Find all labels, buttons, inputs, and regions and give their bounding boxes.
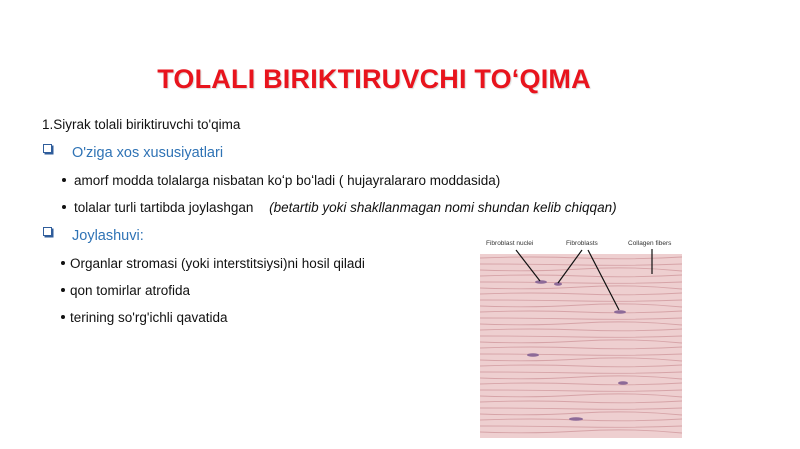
fibroblast-nucleus [527,353,539,357]
label-collagen-fibers: Collagen fibers [628,240,672,247]
bullet-dot-icon [61,261,65,265]
features-heading: O'ziga xos xususiyatlari [72,145,224,161]
feature-item [74,200,617,215]
fibroblast-nucleus [535,280,547,284]
connective-tissue-figure [476,234,686,440]
label-fibroblast-nuclei: Fibroblast nuclei [486,240,534,247]
bullet-dot-icon [62,178,66,182]
location-item: qon tomirlar atrofida [70,283,191,298]
checkbox-bullet-icon [43,144,52,153]
location-heading: Joylashuvi: [72,228,144,244]
section-heading: 1.Siyrak tolali biriktiruvchi to'qima [42,117,241,132]
checkbox-bullet-icon [43,227,52,236]
fibroblast-nucleus [614,310,626,314]
feature-item: amorf modda tolalarga nisbatan koʻp boʻladi ( hujayralararo moddasida) [74,173,501,188]
location-item: terining so'rg'ichli qavatida [70,310,228,325]
bullet-dot-icon [61,288,65,292]
bullet-dot-icon [61,315,65,319]
feature-item-text: tolalar turli tartibda joylashgan [74,200,254,215]
bullet-dot-icon [62,205,66,209]
label-fibroblasts: Fibroblasts [566,240,598,247]
feature-item-note: (betartib yoki shakllanmagan nomi shundan kelib chiqqan) [269,200,617,215]
location-item: Organlar stromasi (yoki interstitsiysi)ni hosil qiladi [70,256,365,271]
fibroblast-nucleus [569,417,583,421]
slide-title: TOLALI BIRIKTIRUVCHI TOʻQIMA [157,64,591,94]
fibroblast-nucleus [618,381,628,385]
tissue-background [480,254,682,438]
